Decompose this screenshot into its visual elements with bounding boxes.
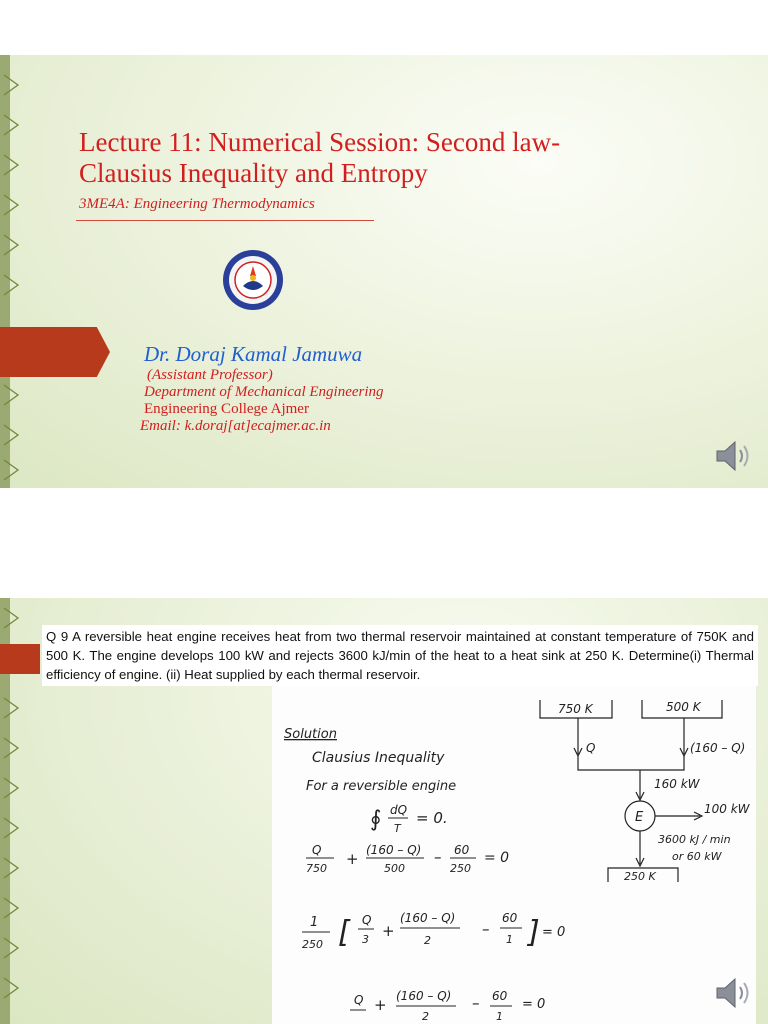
hw-integral-den: T bbox=[394, 822, 401, 835]
hw-eq2-a-den: 3 bbox=[362, 933, 369, 946]
hw-sink: 250 K bbox=[624, 870, 656, 883]
author-department: Department of Mechanical Engineering bbox=[144, 384, 384, 400]
hw-eq2-coef-num: 1 bbox=[310, 915, 319, 930]
hw-eq1-b-den: 500 bbox=[384, 862, 405, 875]
plus-sign: + bbox=[382, 922, 395, 940]
hw-eq2-c-num: 60 bbox=[502, 911, 518, 925]
question-text: Q 9 A reversible heat engine receives heat from two thermal reservoir maintained at constant temperature of 750K and 500 K. The engine develops 100 kW and rejects 3600 kJ/min of the heat to a heat sink at 250 K. Determine(i) Thermal efficiency of engine. (ii) Heat supplied by each thermal reservoir. bbox=[42, 625, 758, 686]
hw-eq1-a-num: Q bbox=[312, 843, 322, 857]
hw-eq3-c-den: 1 bbox=[496, 1010, 503, 1023]
hw-eq3-b-den: 2 bbox=[422, 1010, 429, 1023]
author-email: Email: k.doraj[at]ecajmer.ac.in bbox=[140, 418, 331, 434]
hw-eq2-coef-den: 250 bbox=[302, 938, 323, 951]
problem-slide bbox=[0, 598, 768, 1024]
hw-reject-2: or 60 kW bbox=[672, 850, 722, 863]
hw-eq1-rhs: = 0 bbox=[484, 850, 510, 866]
title-slide bbox=[0, 55, 768, 488]
hw-q2-label: (160 – Q) bbox=[690, 741, 746, 755]
title-line-2: Clausius Inequality and Entropy bbox=[79, 158, 428, 188]
merge-line bbox=[578, 756, 684, 770]
open-bracket: [ bbox=[338, 915, 350, 950]
hw-eq1-c-den: 250 bbox=[450, 862, 471, 875]
lecture-title bbox=[79, 127, 699, 189]
minus-sign: – bbox=[434, 848, 442, 866]
course-subtitle: 3ME4A: Engineering Thermodynamics bbox=[79, 196, 315, 212]
author-college: Engineering College Ajmer bbox=[144, 401, 309, 417]
hw-eq1-b-num: (160 – Q) bbox=[366, 843, 422, 857]
accent-tab bbox=[0, 327, 110, 377]
plus-sign: + bbox=[374, 996, 387, 1014]
hw-eq1-a-den: 750 bbox=[306, 862, 327, 875]
accent-tab bbox=[0, 644, 40, 674]
hw-eq3-a-num: Q bbox=[354, 993, 364, 1007]
plus-sign: + bbox=[346, 850, 359, 868]
hw-reject-1: 3600 kJ / min bbox=[658, 833, 731, 846]
hw-eq3-c-num: 60 bbox=[492, 989, 508, 1003]
hw-res2: 500 K bbox=[666, 700, 701, 714]
hw-integral-rhs: = 0. bbox=[416, 809, 448, 827]
hw-solution-heading: Solution bbox=[284, 727, 337, 742]
minus-sign: – bbox=[472, 994, 480, 1012]
hw-eq3-b-num: (160 – Q) bbox=[396, 989, 452, 1003]
close-bracket: ] bbox=[528, 915, 540, 950]
hw-total-heat: 160 kW bbox=[654, 777, 700, 791]
hw-eq2-rhs: = 0 bbox=[542, 925, 566, 940]
title-underline bbox=[76, 220, 374, 221]
college-logo-icon bbox=[221, 248, 285, 312]
hw-eq1-c-num: 60 bbox=[454, 843, 470, 857]
hw-integral-num: dQ bbox=[390, 803, 408, 817]
hw-eq2-b-num: (160 – Q) bbox=[400, 911, 456, 925]
hw-eq2-a-num: Q bbox=[362, 913, 372, 927]
author-name: Dr. Doraj Kamal Jamuwa bbox=[144, 342, 363, 366]
hw-eq2-c-den: 1 bbox=[506, 933, 513, 946]
handwritten-solution bbox=[272, 686, 756, 1024]
hw-eq3-rhs: = 0 bbox=[522, 997, 546, 1012]
hw-eq2-b-den: 2 bbox=[424, 934, 431, 947]
minus-sign: – bbox=[482, 920, 490, 938]
hw-engine-label: E bbox=[635, 810, 644, 825]
hw-work: 100 kW bbox=[704, 802, 750, 816]
hw-q-label: Q bbox=[586, 741, 596, 755]
decorative-arrows bbox=[0, 55, 24, 488]
integral-icon: ∮ bbox=[370, 807, 382, 832]
audio-speaker-icon[interactable] bbox=[713, 975, 757, 1011]
hw-reversible-note: For a reversible engine bbox=[306, 779, 457, 794]
title-line-1: Lecture 11: Numerical Session: Second law- bbox=[79, 127, 561, 157]
hw-res1: 750 K bbox=[558, 702, 593, 716]
hw-clausius-heading: Clausius Inequality bbox=[312, 750, 445, 766]
audio-speaker-icon[interactable] bbox=[713, 438, 757, 474]
author-position: (Assistant Professor) bbox=[147, 367, 273, 383]
